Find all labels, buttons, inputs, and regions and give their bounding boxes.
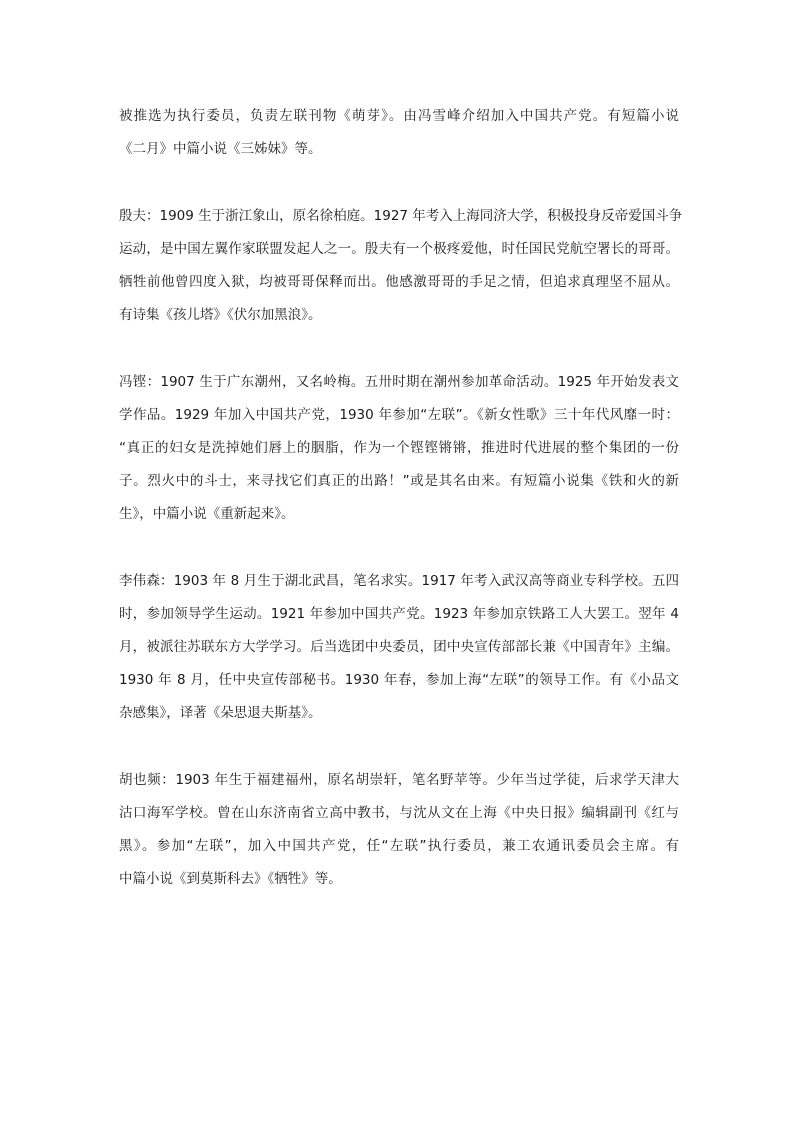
text-line: 时，参加领导学生运动。1921 年参加中国共产党。1923 年参加京铁路工人大罢工。翌年 4 <box>119 606 679 622</box>
paragraph-rou-shi-continued <box>119 100 679 166</box>
text-line: 月，被派往苏联东方大学学习。后当选团中央委员，团中央宣传部部长兼《中国青年》主编。 <box>119 639 679 655</box>
text-line: 学作品。1929 年加入中国共产党，1930 年参加“左联”。《新女性歌》三十年代风靡一时： <box>119 407 679 423</box>
text-line: 胡也频：1903 年生于福建福州，原名胡崇轩，笔名野苹等。少年当过学徒，后求学天津大 <box>119 772 679 788</box>
text-line: 运动，是中国左翼作家联盟发起人之一。殷夫有一个极疼爱他，时任国民党航空署长的哥哥。 <box>119 241 679 257</box>
text-line: 殷夫：1909 生于浙江象山，原名徐柏庭。1927 年考入上海同济大学，积极投身反帝爱国斗争 <box>119 208 683 224</box>
text-line: 牺牲前他曾四度入狱，均被哥哥保释而出。他感激哥哥的手足之情，但追求真理坚不屈从。 <box>119 274 679 290</box>
text-line: 生》，中篇小说《重新起来》。 <box>119 506 295 522</box>
text-line: 杂感集》，译著《朵思退夫斯基》。 <box>119 705 322 721</box>
paragraph-feng-keng <box>119 366 679 531</box>
text-line: 沽口海军学校。曾在山东济南省立高中教书，与沈从文在上海《中央日报》编辑副刊《红与 <box>119 805 679 821</box>
text-line: 李伟森：1903 年 8 月生于湖北武昌，笔名求实。1917 年考入武汉高等商业专科学校。五四 <box>119 573 679 589</box>
text-line: 有诗集《孩儿塔》《伏尔加黑浪》。 <box>119 307 322 323</box>
text-line: 黑》。参加“左联”，加入中国共产党，任“左联”执行委员，兼工农通讯委员会主席。有 <box>119 838 679 854</box>
text-line: 《二月》中篇小说《三姊妹》等。 <box>119 141 322 157</box>
document-body <box>119 100 683 930</box>
text-line: 子。烈火中的斗士，来寻找它们真正的出路！”或是其名由来。有短篇小说集《铁和火的新 <box>119 473 679 489</box>
text-line: 冯铿：1907 生于广东潮州，又名岭梅。五卅时期在潮州参加革命活动。1925 年开始发表文 <box>119 374 679 390</box>
paragraph-li-weisen <box>119 565 679 730</box>
text-line: “真正的妇女是洗掉她们唇上的胭脂，作为一个铿铿锵锵，推进时代进展的整个集团的一份 <box>119 440 679 456</box>
text-line: 1930 年 8 月，任中央宣传部秘书。1930 年春，参加上海“左联”的领导工作。有《小品文 <box>119 672 679 688</box>
text-line: 中篇小说《到莫斯科去》《牺牲》等。 <box>119 871 342 887</box>
paragraph-yin-fu <box>119 200 683 332</box>
paragraph-hu-yepin <box>119 764 679 896</box>
text-line: 被推选为执行委员，负责左联刊物《萌芽》。由冯雪峰介绍加入中国共产党。有短篇小说 <box>119 108 679 124</box>
